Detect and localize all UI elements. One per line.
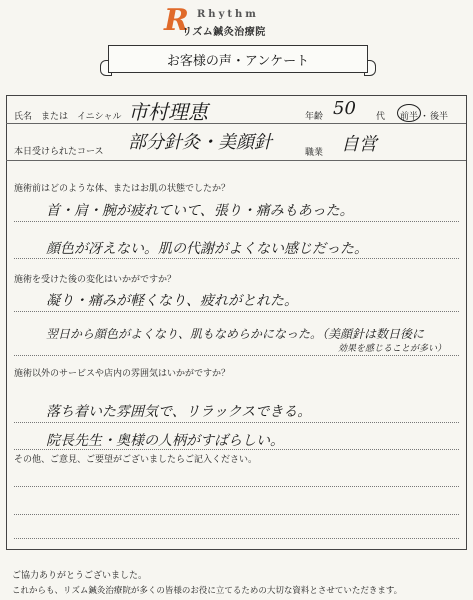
age-separator: ・ bbox=[420, 112, 430, 122]
answer-2-3: 効果を感じることが多い） bbox=[338, 344, 447, 354]
answer-2-1: 凝り・痛みが軽くなり、疲れがとれた。 bbox=[46, 293, 298, 309]
logo-wordmark: Rhythm bbox=[197, 9, 259, 20]
clinic-name: リズム鍼灸治療院 bbox=[182, 27, 266, 38]
age-first-half: 前半 bbox=[400, 112, 419, 122]
form-frame bbox=[6, 95, 467, 550]
job-value: 自営 bbox=[341, 134, 377, 155]
answer-line bbox=[14, 355, 459, 356]
answer-3-2: 院長先生・奥様の人柄がすばらしい。 bbox=[46, 433, 284, 449]
age-second-half: 後半 bbox=[430, 112, 449, 122]
name-value: 市村理恵 bbox=[128, 100, 208, 124]
answer-line bbox=[14, 258, 459, 259]
question-2: 施術を受けた後の変化はいかがですか？ bbox=[14, 275, 177, 285]
answer-1-2: 顔色が冴えない。肌の代謝がよくない感じだった。 bbox=[46, 241, 368, 257]
question-1: 施術前はどのような体、またはお肌の状態でしたか？ bbox=[14, 184, 231, 194]
logo-mark: R bbox=[164, 3, 189, 38]
job-label: 職業 bbox=[305, 148, 324, 158]
divider bbox=[6, 160, 466, 161]
footer-thanks: ご協力ありがとうございました。 bbox=[12, 571, 148, 581]
answer-3-1: 落ち着いた雰囲気で、リラックスできる。 bbox=[46, 404, 312, 420]
answer-line bbox=[14, 486, 459, 487]
age-unit: 代 bbox=[376, 112, 386, 122]
question-3: 施術以外のサービスや店内の雰囲気はいかがですか？ bbox=[14, 369, 231, 379]
age-selection-circle bbox=[397, 104, 421, 122]
banner bbox=[108, 45, 368, 73]
divider bbox=[6, 123, 466, 124]
name-label: 氏名 または イニシャル bbox=[14, 112, 122, 122]
course-label: 本日受けられたコース bbox=[14, 147, 104, 157]
course-value: 部分針灸・美顔針 bbox=[128, 132, 272, 153]
answer-line bbox=[14, 221, 459, 222]
answer-line bbox=[14, 449, 459, 450]
answer-line bbox=[14, 311, 459, 312]
answer-line bbox=[14, 422, 459, 423]
age-value: 50 bbox=[333, 98, 356, 119]
age-label: 年齢 bbox=[305, 112, 324, 122]
answer-line bbox=[14, 538, 459, 539]
answer-line bbox=[14, 514, 459, 515]
banner-title: お客様の声・アンケート bbox=[166, 53, 310, 69]
answer-2-2: 翌日から顔色がよくなり、肌もなめらかになった。（美顔針は数日後に bbox=[46, 327, 425, 341]
question-4: その他、ご意見、ご要望がございましたらご記入ください。 bbox=[14, 455, 258, 465]
answer-1-1: 首・肩・腕が疲れていて、張り・痛みもあった。 bbox=[46, 203, 354, 219]
footer-note: これからも、リズム鍼灸治療院が多くの皆様のお役に立てるための大切な資料とさせていただきます。 bbox=[12, 586, 403, 596]
